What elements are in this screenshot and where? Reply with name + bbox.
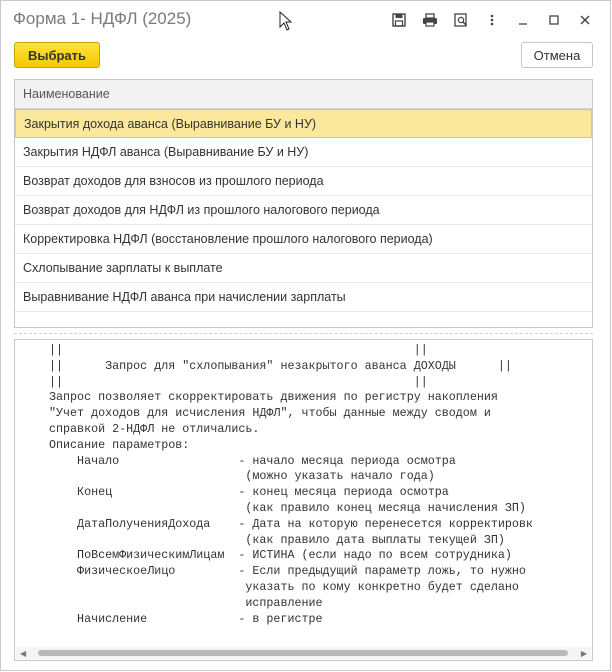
list-item[interactable]: Схлопывание зарплаты к выплате	[15, 254, 592, 283]
scroll-right-icon[interactable]: ▶	[580, 649, 587, 658]
mouse-cursor-icon	[279, 11, 293, 31]
list-item[interactable]: Возврат доходов для взносов из прошлого периода	[15, 167, 592, 196]
list-item[interactable]: Корректировка НДФЛ (восстановление прошлого налогового периода)	[15, 225, 592, 254]
close-icon[interactable]	[569, 11, 600, 29]
scrollbar-thumb[interactable]	[38, 650, 568, 656]
list-item[interactable]: Закрытия дохода аванса (Выравнивание БУ и НУ)	[15, 109, 592, 138]
titlebar	[1, 1, 610, 37]
column-header-name[interactable]: Наименование	[15, 80, 592, 109]
horizontal-scrollbar[interactable]	[16, 647, 591, 659]
panel-splitter[interactable]	[14, 330, 593, 338]
minimize-icon[interactable]	[507, 11, 538, 29]
scroll-left-icon[interactable]: ◀	[20, 649, 27, 658]
maximize-icon[interactable]	[538, 11, 569, 29]
print-icon[interactable]	[414, 11, 445, 29]
window-title: Форма 1- НДФЛ (2025)	[13, 9, 192, 28]
titlebar-icons	[383, 11, 600, 29]
list-item[interactable]: Выравнивание НДФЛ аванса при начислении зарплаты	[15, 283, 592, 312]
query-list[interactable]	[14, 79, 593, 328]
preview-icon[interactable]	[445, 11, 476, 29]
list-item[interactable]: Возврат доходов для НДФЛ из прошлого налогового периода	[15, 196, 592, 225]
description-text-field[interactable]	[14, 339, 593, 661]
select-button[interactable]: Выбрать	[14, 42, 100, 68]
list-item[interactable]: Закрытия НДФЛ аванса (Выравнивание БУ и НУ)	[15, 138, 592, 167]
save-icon[interactable]	[383, 11, 414, 29]
description-text: || || || Запрос для "схлопывания" незакрытого аванса ДОХОДЫ || || || Запрос позволяет скорректировать движения по регистру накопления "Учет доходов для исчисления НДФЛ", чтобы данные между сводом и справкой 2-НДФЛ не отличались. Описание параметров: Начало - начало месяца периода осмотра (можно указать начало года) Конец - конец месяца периода осмотра (как правило конец месяца начисления ЗП) ДатаПолученияДохода - Дата на которую перенесется корректировк (как правило дата выплаты текущей ЗП) ПоВсемФизическимЛицам - ИСТИНА (если надо по всем сотрудника) ФизическоеЛицо - Если предыдущий параметр ложь, то нужно указать по кому конкретно будет сделано исправление Начисление - в регистре	[49, 343, 533, 626]
cancel-button[interactable]: Отмена	[521, 42, 593, 68]
more-icon[interactable]	[476, 11, 507, 29]
